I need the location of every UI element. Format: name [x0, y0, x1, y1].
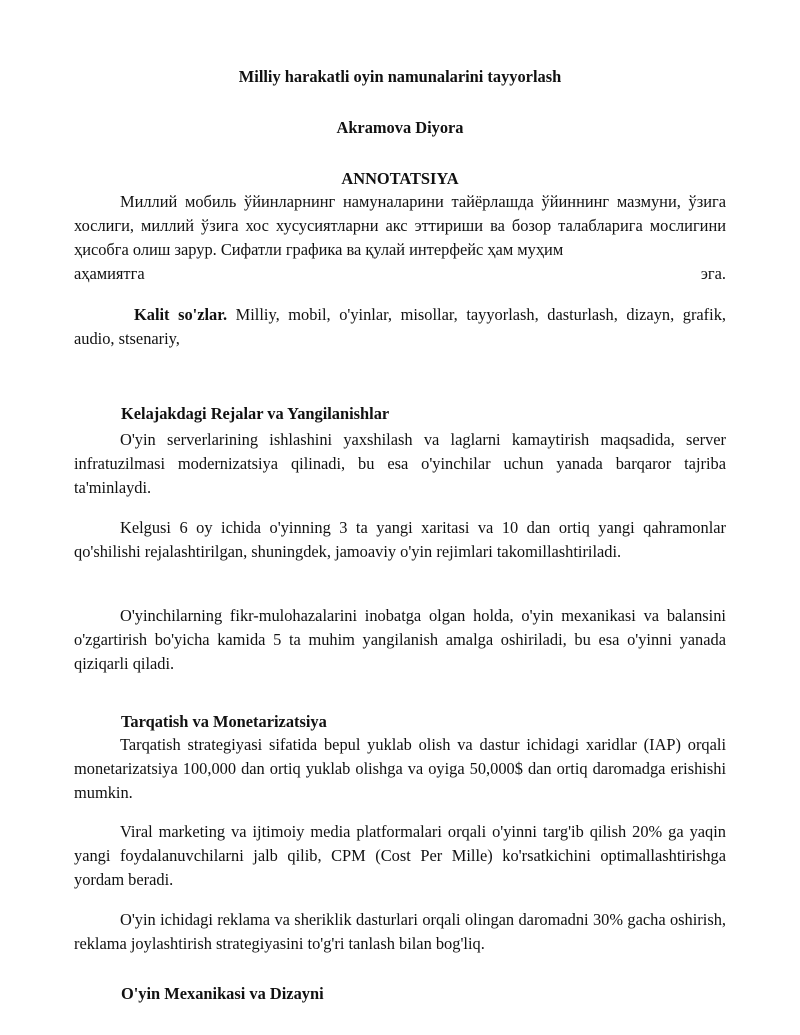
section-paragraph: O'yinchilarning fikr-mulohazalarini inobatga olgan holda, o'yin mexanikasi va balansini o'zgartirish bo'yicha kamida 5 ta muhim yangilanish amalga oshiriladi, bu esa o'yinni yanada qiziqarli qiladi. [74, 606, 726, 674]
keywords-label: Kalit so'zlar. [134, 305, 228, 324]
section-paragraph: Viral marketing va ijtimoiy media platformalari orqali o'yinni targ'ib qilish 20% ga yaqin yangi foydalanuvchilarni jalb qilib, CPM (Cost Per Mille) ko'rsatkichini optimallashtirishga yordam beradi. [74, 822, 726, 890]
abstract-word: эга. [700, 264, 726, 283]
section-paragraph: Tarqatish strategiyasi sifatida bepul yuklab olish va dastur ichidagi xaridlar (IAP) orqali monetarizatsiya 100,000 dan ortiq yuklab olishga va oyiga 50,000$ dan ortiq daromadga erishishi mumkin. [74, 735, 726, 803]
section-heading: O'yin Mexanikasi va Dizayni [121, 984, 324, 1003]
keywords-paragraph [74, 303, 726, 351]
abstract-last-line [74, 262, 726, 286]
section-heading: Kelajakdagi Rejalar va Yangilanishlar [121, 404, 390, 423]
section-paragraph: Kelgusi 6 oy ichida o'yinning 3 ta yangi xaritasi va 10 dan ortiq yangi qahramonlar qo'shilishi rejalashtirilgan, shuningdek, jamoaviy o'yin rejimlari takomillashtiriladi. [74, 518, 726, 562]
keywords-text: Milliy, mobil, o'yinlar, misollar, tayyorlash, dasturlash, dizayn, grafik, audio, stsenariy, [74, 305, 726, 349]
abstract-text: Миллий мобиль ўйинларнинг намуналарини тайёрлашда ўйиннинг мазмуни, ўзига хослиги, миллий ўзига хос хусусиятларни акс эттириши ва бозор талабларига мослигини ҳисобга олиш зарур. Сифатли графика ва қулай интерфейс ҳам муҳим [74, 192, 726, 260]
abstract-heading: ANNOTATSIYA [341, 169, 459, 188]
abstract-paragraph [74, 190, 726, 263]
abstract-word: аҳамиятга [74, 264, 145, 283]
document-title: Milliy harakatli oyin namunalarini tayyorlash [238, 67, 562, 86]
section-paragraph: O'yin ichidagi reklama va sheriklik dasturlari orqali olingan daromadni 30% gacha oshirish, reklama joylashtirish strategiyasini to'g'ri tanlash bilan bog'liq. [74, 910, 726, 954]
section-paragraph: O'yin serverlarining ishlashini yaxshilash va laglarni kamaytirish maqsadida, server infratuzilmasi modernizatsiya qilinadi, bu esa o'yinchilar uchun yanada barqaror tajriba ta'minlaydi. [74, 430, 726, 498]
section-heading: Tarqatish va Monetarizatsiya [121, 712, 327, 731]
author-name: Akramova Diyora [336, 118, 464, 137]
